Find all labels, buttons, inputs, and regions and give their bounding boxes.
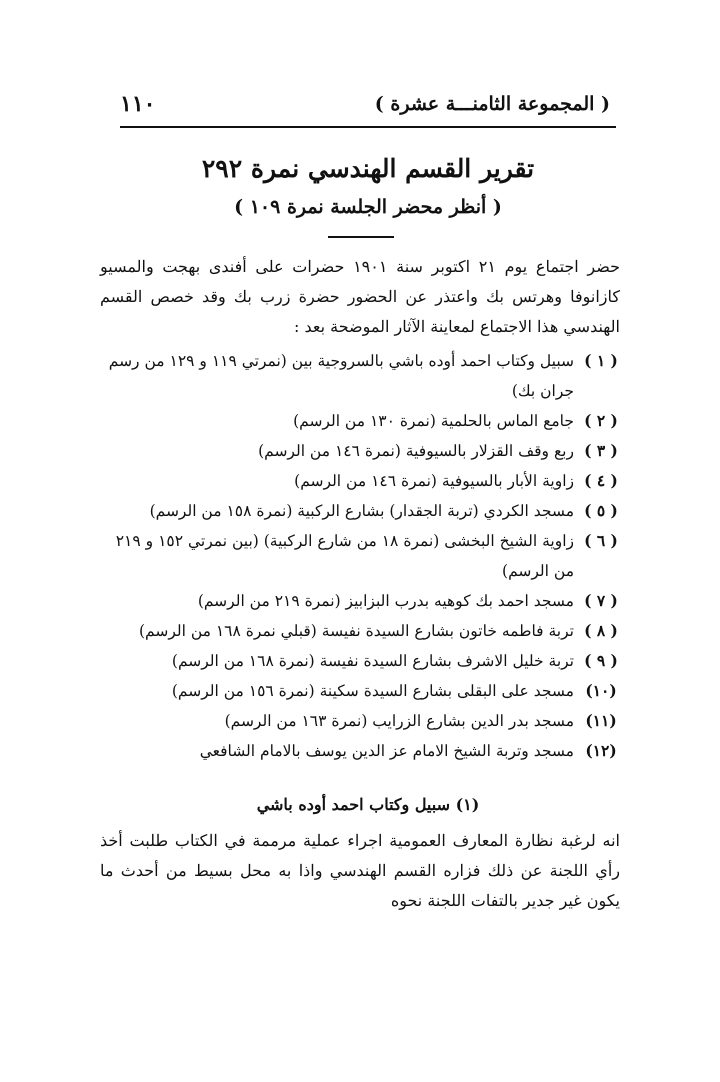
item-number: ( ١ ) [584, 351, 618, 370]
item-number: ( ٩ ) [584, 651, 618, 670]
list-item [100, 646, 620, 676]
list-item [100, 736, 620, 766]
intro-paragraph: حضر اجتماع يوم ٢١ اكتوبر سنة ١٩٠١ حضرات على أفندى بهجت والمسيو كازانوفا وهرتس بك واعتذر عن الحضور حضرة زرب بك وقد خصص القسم الهندسي هذا الاجتماع لمعاينة الآثار الموضحة بعد : [100, 257, 621, 336]
item-number: (١٢) [585, 741, 617, 760]
page-header [120, 86, 610, 122]
item-number: ( ٧ ) [584, 591, 618, 610]
list-item [100, 466, 620, 496]
list-item [100, 586, 620, 616]
header-rule [120, 126, 616, 128]
list-item [100, 436, 620, 466]
list-item [100, 676, 620, 706]
item-text: مسجد بدر الدين بشارع الزرايب (نمرة ١٦٣ من الرسم) [224, 712, 574, 730]
list-item [100, 526, 620, 586]
item-text: ربع وقف القزلار بالسيوفية (نمرة ١٤٦ من الرسم) [258, 442, 574, 460]
list-item [100, 706, 620, 736]
item-number: ( ٤ ) [584, 471, 618, 490]
body-paragraph: انه لرغبة نظارة المعارف العمومية اجراء عملية مرممة في الكتاب طلبت أخذ رأي اللجنة عن ذلك فزاره القسم الهندسي واذا به محل بسيط من أحدث ما يكون غير جدير بالتفات اللجنة نحوه [100, 831, 620, 910]
page-number: ١١٠ [120, 91, 156, 117]
item-text: مسجد احمد بك كوهيه بدرب البزابيز (نمرة ٢١٩ من الرسم) [197, 592, 574, 610]
section-heading: (١) سبيل وكتاب احمد أوده باشي [256, 795, 480, 814]
list-item [100, 406, 620, 436]
item-number: (١١) [585, 711, 617, 730]
list-item [100, 496, 620, 526]
item-text: سبيل وكتاب احمد أوده باشي بالسروجية بين (نمرتي ١١٩ و ١٢٩ من رسم جران بك) [108, 352, 574, 400]
list-item [100, 346, 620, 406]
title-divider [328, 236, 394, 238]
item-text: مسجد وتربة الشيخ الامام عز الدين يوسف بالامام الشافعي [199, 742, 574, 760]
item-text: تربة فاطمه خاتون بشارع السيدة نفيسة (قبلي نمرة ١٦٨ من الرسم) [138, 622, 574, 640]
monument-list [100, 346, 620, 766]
item-text: مسجد على البقلى بشارع السيدة سكينة (نمرة ١٥٦ من الرسم) [171, 682, 574, 700]
item-number: ( ٢ ) [584, 411, 618, 430]
item-text: جامع الماس بالحلمية (نمرة ١٣٠ من الرسم) [293, 412, 574, 430]
item-text: زاوية الأبار بالسيوفية (نمرة ١٤٦ من الرسم) [294, 472, 574, 490]
report-title: تقرير القسم الهندسي نمرة ٢٩٢ [201, 154, 535, 183]
item-number: ( ٨ ) [584, 621, 618, 640]
item-number: ( ٥ ) [584, 501, 618, 520]
report-subtitle: ( أنظر محضر الجلسة نمرة ١٠٩ ) [234, 196, 502, 218]
running-head: ( المجموعة الثامنـــة عشرة ) [374, 93, 610, 115]
item-number: ( ٣ ) [584, 441, 618, 460]
item-text: مسجد الكردي (تربة الجقدار) بشارع الركبية (نمرة ١٥٨ من الرسم) [149, 502, 574, 520]
item-text: زاوية الشيخ البخشى (نمرة ١٨ من شارع الركبية) (بين نمرتي ١٥٢ و ٢١٩ من الرسم) [115, 532, 574, 580]
item-text: تربة خليل الاشرف بشارع السيدة نفيسة (نمرة ١٦٨ من الرسم) [171, 652, 574, 670]
item-number: (١٠) [585, 681, 617, 700]
list-item [100, 616, 620, 646]
item-number: ( ٦ ) [584, 531, 618, 550]
